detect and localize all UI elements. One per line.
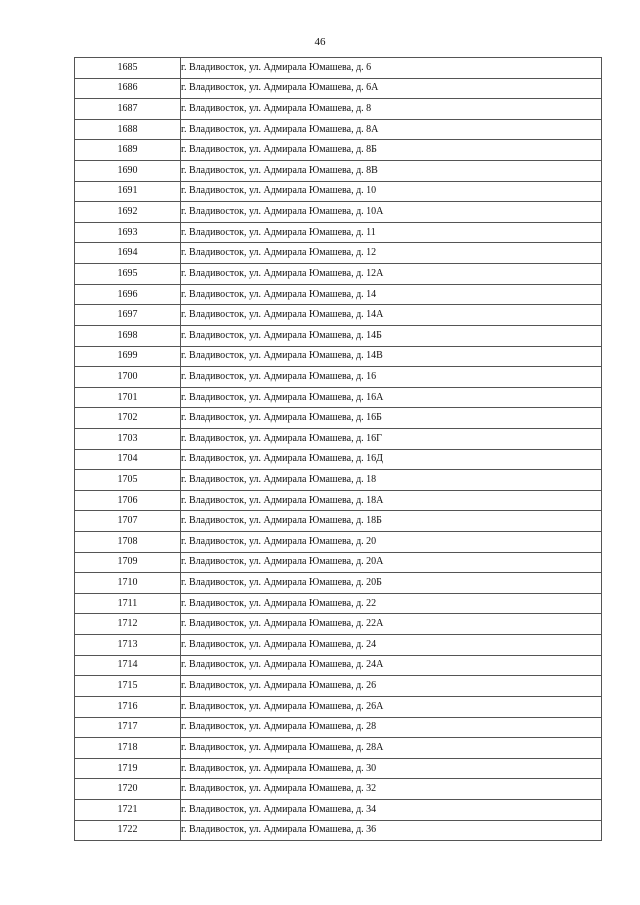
address-cell: г. Владивосток, ул. Адмирала Юмашева, д. 18: [181, 470, 602, 491]
table-row: [75, 284, 602, 305]
address-cell: г. Владивосток, ул. Адмирала Юмашева, д. 18Б: [181, 511, 602, 532]
address-cell: г. Владивосток, ул. Адмирала Юмашева, д. 28А: [181, 738, 602, 759]
address-cell: г. Владивосток, ул. Адмирала Юмашева, д. 24А: [181, 655, 602, 676]
row-number-cell: 1698: [75, 325, 181, 346]
table-row: [75, 779, 602, 800]
row-number-cell: 1710: [75, 573, 181, 594]
row-number-cell: 1716: [75, 696, 181, 717]
row-number-cell: 1688: [75, 119, 181, 140]
table-row: [75, 696, 602, 717]
table-row: [75, 264, 602, 285]
row-number-cell: 1708: [75, 532, 181, 553]
row-number-cell: 1722: [75, 820, 181, 841]
row-number-cell: 1719: [75, 758, 181, 779]
address-cell: г. Владивосток, ул. Адмирала Юмашева, д. 22А: [181, 614, 602, 635]
address-cell: г. Владивосток, ул. Адмирала Юмашева, д. 16Г: [181, 428, 602, 449]
address-cell: г. Владивосток, ул. Адмирала Юмашева, д. 14Б: [181, 325, 602, 346]
table-row: [75, 140, 602, 161]
row-number-cell: 1699: [75, 346, 181, 367]
row-number-cell: 1686: [75, 78, 181, 99]
table-row: [75, 428, 602, 449]
table-row: [75, 738, 602, 759]
table-row: [75, 222, 602, 243]
table-row: [75, 78, 602, 99]
row-number-cell: 1697: [75, 305, 181, 326]
address-cell: г. Владивосток, ул. Адмирала Юмашева, д. 30: [181, 758, 602, 779]
row-number-cell: 1706: [75, 490, 181, 511]
table-row: [75, 799, 602, 820]
table-row: [75, 99, 602, 120]
row-number-cell: 1715: [75, 676, 181, 697]
row-number-cell: 1714: [75, 655, 181, 676]
row-number-cell: 1712: [75, 614, 181, 635]
address-cell: г. Владивосток, ул. Адмирала Юмашева, д. 20Б: [181, 573, 602, 594]
row-number-cell: 1713: [75, 635, 181, 656]
row-number-cell: 1701: [75, 387, 181, 408]
table-row: [75, 820, 602, 841]
address-cell: г. Владивосток, ул. Адмирала Юмашева, д. 26: [181, 676, 602, 697]
row-number-cell: 1693: [75, 222, 181, 243]
row-number-cell: 1687: [75, 99, 181, 120]
address-cell: г. Владивосток, ул. Адмирала Юмашева, д. 24: [181, 635, 602, 656]
address-cell: г. Владивосток, ул. Адмирала Юмашева, д. 14В: [181, 346, 602, 367]
table-row: [75, 367, 602, 388]
row-number-cell: 1707: [75, 511, 181, 532]
row-number-cell: 1696: [75, 284, 181, 305]
address-cell: г. Владивосток, ул. Адмирала Юмашева, д. 22: [181, 593, 602, 614]
table-row: [75, 614, 602, 635]
address-table-body: [75, 58, 602, 841]
row-number-cell: 1718: [75, 738, 181, 759]
table-row: [75, 593, 602, 614]
table-row: [75, 387, 602, 408]
address-cell: г. Владивосток, ул. Адмирала Юмашева, д. 8: [181, 99, 602, 120]
table-row: [75, 532, 602, 553]
address-cell: г. Владивосток, ул. Адмирала Юмашева, д. 8А: [181, 119, 602, 140]
address-cell: г. Владивосток, ул. Адмирала Юмашева, д. 8В: [181, 161, 602, 182]
address-cell: г. Владивосток, ул. Адмирала Юмашева, д. 36: [181, 820, 602, 841]
address-cell: г. Владивосток, ул. Адмирала Юмашева, д. 16А: [181, 387, 602, 408]
table-row: [75, 161, 602, 182]
table-row: [75, 449, 602, 470]
address-cell: г. Владивосток, ул. Адмирала Юмашева, д. 34: [181, 799, 602, 820]
address-cell: г. Владивосток, ул. Адмирала Юмашева, д. 8Б: [181, 140, 602, 161]
table-row: [75, 470, 602, 491]
address-table: [74, 57, 602, 841]
table-row: [75, 676, 602, 697]
address-cell: г. Владивосток, ул. Адмирала Юмашева, д. 12А: [181, 264, 602, 285]
address-cell: г. Владивосток, ул. Адмирала Юмашева, д. 20А: [181, 552, 602, 573]
row-number-cell: 1691: [75, 181, 181, 202]
address-cell: г. Владивосток, ул. Адмирала Юмашева, д. 14А: [181, 305, 602, 326]
address-cell: г. Владивосток, ул. Адмирала Юмашева, д. 6: [181, 58, 602, 79]
address-cell: г. Владивосток, ул. Адмирала Юмашева, д. 28: [181, 717, 602, 738]
row-number-cell: 1703: [75, 428, 181, 449]
row-number-cell: 1717: [75, 717, 181, 738]
table-row: [75, 325, 602, 346]
row-number-cell: 1694: [75, 243, 181, 264]
row-number-cell: 1702: [75, 408, 181, 429]
address-cell: г. Владивосток, ул. Адмирала Юмашева, д. 10А: [181, 202, 602, 223]
row-number-cell: 1695: [75, 264, 181, 285]
table-row: [75, 573, 602, 594]
address-cell: г. Владивосток, ул. Адмирала Юмашева, д. 20: [181, 532, 602, 553]
address-cell: г. Владивосток, ул. Адмирала Юмашева, д. 16: [181, 367, 602, 388]
table-row: [75, 635, 602, 656]
table-row: [75, 202, 602, 223]
row-number-cell: 1690: [75, 161, 181, 182]
row-number-cell: 1720: [75, 779, 181, 800]
table-row: [75, 511, 602, 532]
table-row: [75, 305, 602, 326]
table-row: [75, 181, 602, 202]
table-row: [75, 758, 602, 779]
table-row: [75, 243, 602, 264]
address-cell: г. Владивосток, ул. Адмирала Юмашева, д. 16Б: [181, 408, 602, 429]
table-row: [75, 717, 602, 738]
address-cell: г. Владивосток, ул. Адмирала Юмашева, д. 18А: [181, 490, 602, 511]
row-number-cell: 1689: [75, 140, 181, 161]
row-number-cell: 1700: [75, 367, 181, 388]
table-row: [75, 346, 602, 367]
table-row: [75, 655, 602, 676]
table-row: [75, 490, 602, 511]
row-number-cell: 1704: [75, 449, 181, 470]
address-cell: г. Владивосток, ул. Адмирала Юмашева, д. 11: [181, 222, 602, 243]
page-number: 46: [314, 36, 326, 48]
row-number-cell: 1705: [75, 470, 181, 491]
address-cell: г. Владивосток, ул. Адмирала Юмашева, д. 32: [181, 779, 602, 800]
table-row: [75, 119, 602, 140]
row-number-cell: 1711: [75, 593, 181, 614]
address-cell: г. Владивосток, ул. Адмирала Юмашева, д. 6А: [181, 78, 602, 99]
row-number-cell: 1692: [75, 202, 181, 223]
address-cell: г. Владивосток, ул. Адмирала Юмашева, д. 10: [181, 181, 602, 202]
row-number-cell: 1685: [75, 58, 181, 79]
row-number-cell: 1709: [75, 552, 181, 573]
table-row: [75, 408, 602, 429]
table-row: [75, 58, 602, 79]
address-cell: г. Владивосток, ул. Адмирала Юмашева, д. 12: [181, 243, 602, 264]
address-cell: г. Владивосток, ул. Адмирала Юмашева, д. 26А: [181, 696, 602, 717]
table-row: [75, 552, 602, 573]
row-number-cell: 1721: [75, 799, 181, 820]
address-cell: г. Владивосток, ул. Адмирала Юмашева, д. 16Д: [181, 449, 602, 470]
address-cell: г. Владивосток, ул. Адмирала Юмашева, д. 14: [181, 284, 602, 305]
